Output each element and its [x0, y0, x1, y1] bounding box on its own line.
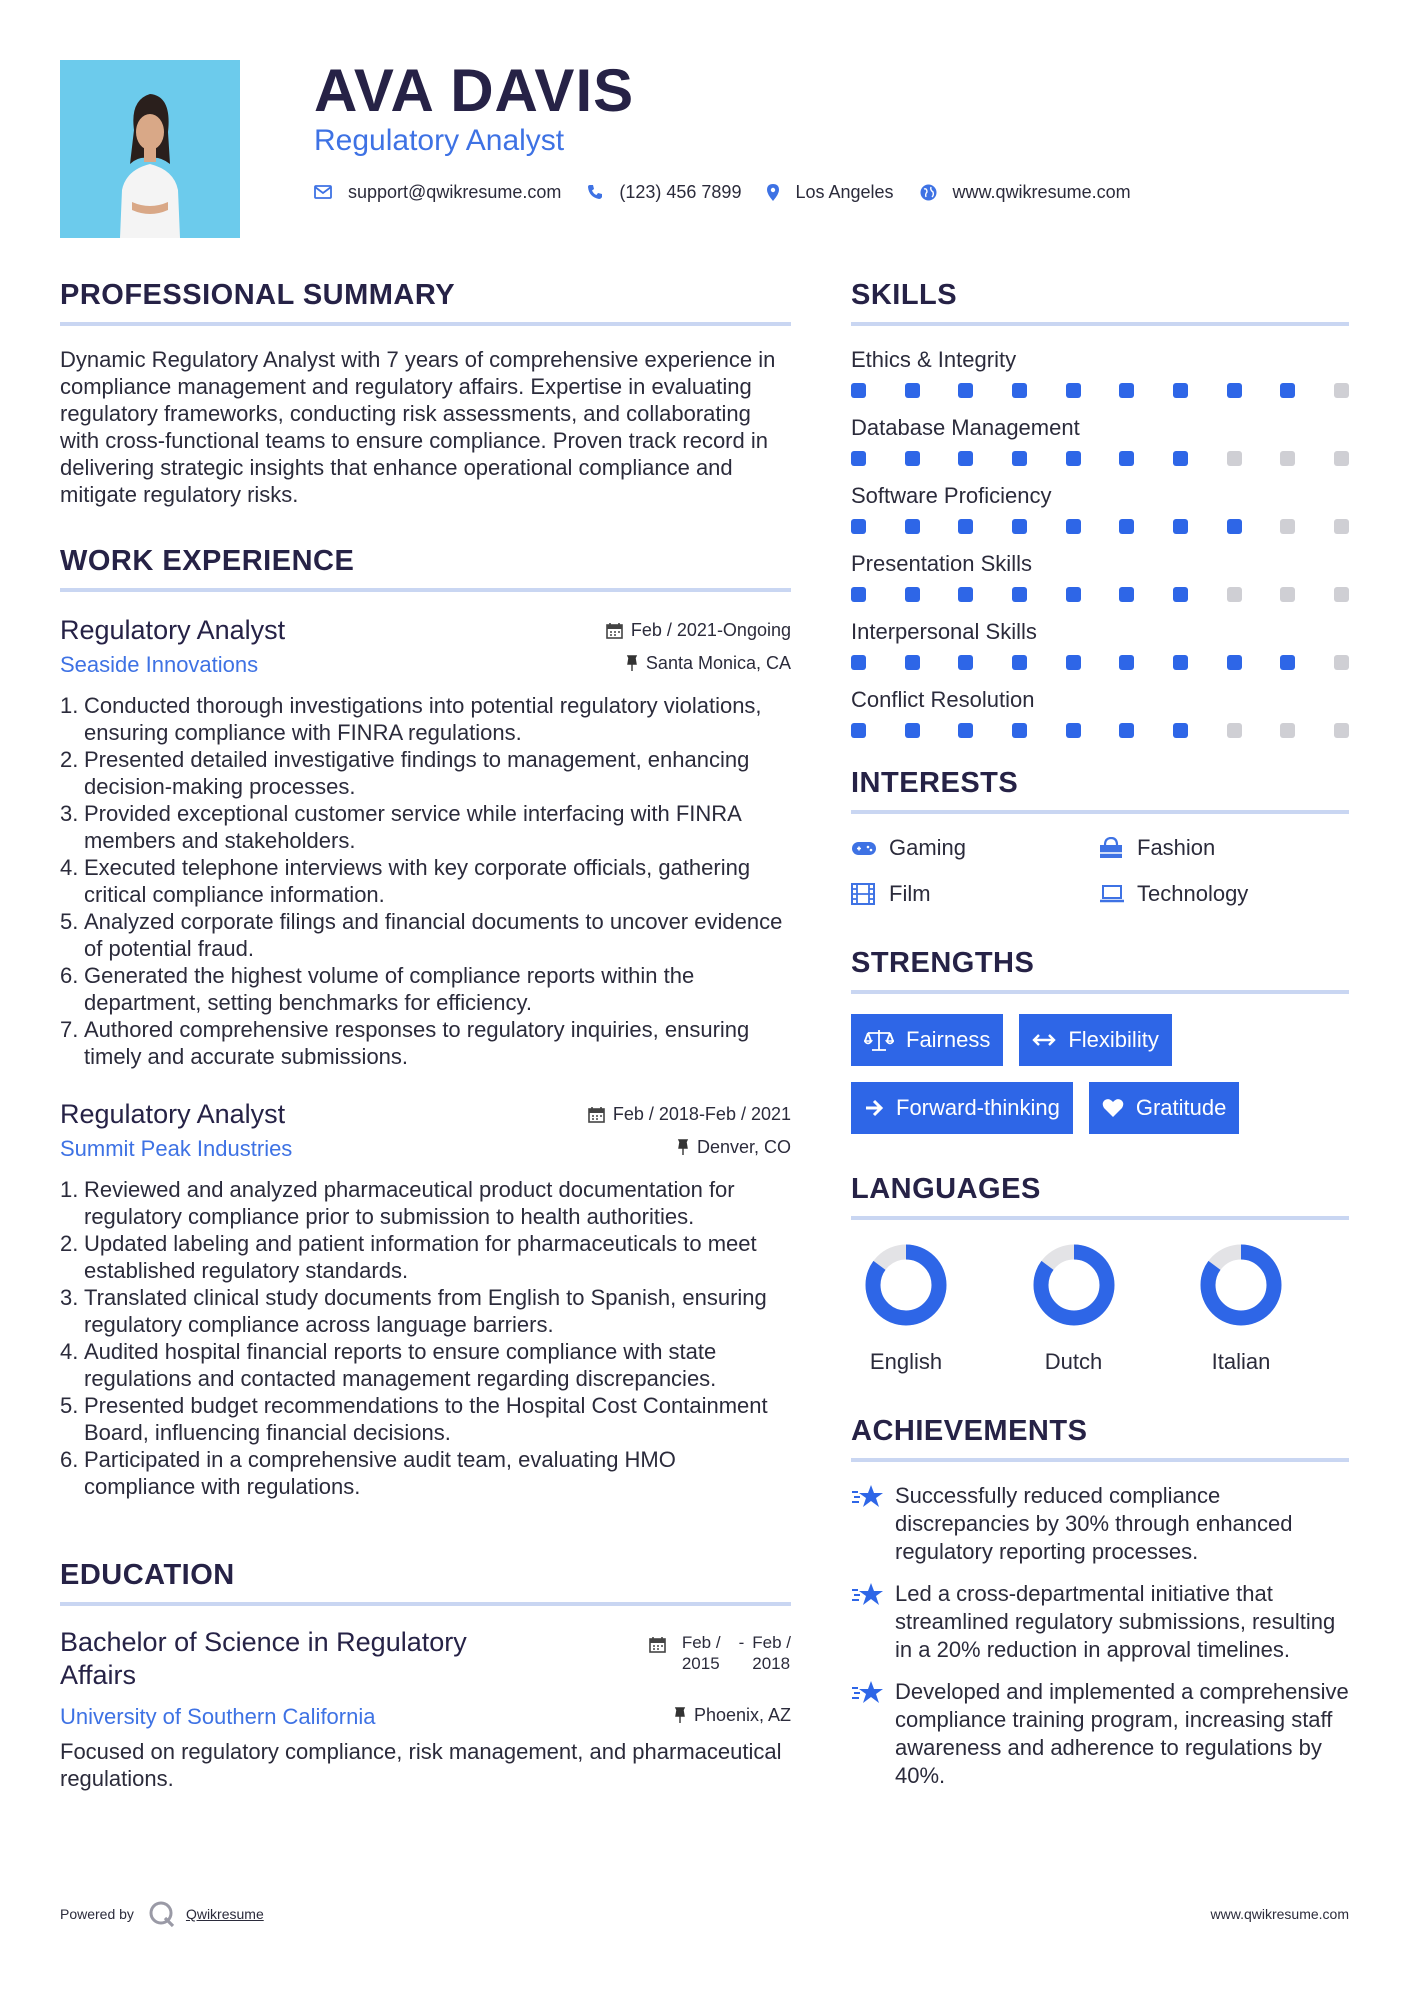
qwikresume-logo-icon	[148, 1900, 176, 1928]
skill-level-dot	[851, 519, 866, 534]
globe-icon	[920, 184, 937, 201]
contact-email[interactable]: support@qwikresume.com	[348, 181, 562, 202]
list-item: 1. Reviewed and analyzed pharmaceutical product documentation for regulatory compliance prior to submission to health authorities.	[60, 1177, 735, 1229]
language-name: English	[869, 1349, 943, 1374]
experience-heading: WORK EXPERIENCE	[60, 536, 791, 592]
skill-item	[851, 414, 1349, 466]
skill-level-dot	[1227, 587, 1242, 602]
footer-powered-by: Powered by Qwikresume	[60, 1900, 264, 1928]
skill-level-dot	[905, 723, 920, 738]
language-name: Dutch	[1044, 1349, 1103, 1374]
skill-level-dot	[1012, 519, 1027, 534]
interest-item: Gaming	[851, 834, 1099, 862]
skill-level-dot	[1334, 655, 1349, 670]
skill-level-dot	[905, 451, 920, 466]
strengths-list	[851, 1014, 1349, 1134]
skill-level-dot	[1066, 723, 1081, 738]
shopping-bag-icon	[1099, 837, 1127, 859]
skill-level-dot	[851, 723, 866, 738]
skill-level-dot	[851, 383, 866, 398]
skill-name: Software Proficiency	[851, 483, 1052, 508]
right-column	[851, 270, 1349, 1804]
skill-level-dot	[851, 655, 866, 670]
skill-level-dot	[905, 519, 920, 534]
star-icon	[851, 1580, 895, 1664]
interest-item: Film	[851, 880, 1099, 908]
list-item: 3. Translated clinical study documents from English to Spanish, ensuring regulatory compliance across language barriers.	[60, 1285, 767, 1337]
skill-level-dot	[1119, 451, 1134, 466]
pushpin-icon	[677, 1139, 689, 1156]
skill-level-dot	[1119, 519, 1134, 534]
skill-level-dot	[1119, 587, 1134, 602]
list-item: 5. Presented budget recommendations to the Hospital Cost Containment Board, influencing financial decisions.	[60, 1393, 768, 1445]
list-item: 6. Participated in a comprehensive audit team, evaluating HMO compliance with regulations.	[60, 1447, 676, 1499]
skill-level-dot	[1334, 723, 1349, 738]
language-name: Italian	[1211, 1349, 1271, 1374]
skill-item	[851, 618, 1349, 670]
languages-list	[851, 1240, 1296, 1376]
interest-item: Fashion	[1099, 834, 1349, 862]
skill-level-dot	[1334, 383, 1349, 398]
skill-level-dot	[1334, 519, 1349, 534]
candidate-title: Regulatory Analyst	[314, 124, 565, 157]
job-location: Denver, CO	[677, 1137, 791, 1158]
education-description: Focused on regulatory compliance, risk management, and pharmaceutical regulations.	[60, 1739, 782, 1791]
profile-photo	[60, 60, 240, 238]
language-item	[1019, 1240, 1129, 1376]
skill-level-dot	[851, 451, 866, 466]
skill-level-dot	[958, 451, 973, 466]
list-item: 7. Authored comprehensive responses to regulatory inquiries, ensuring timely and accurate submissions.	[60, 1017, 750, 1069]
skill-level-dot	[958, 383, 973, 398]
languages-heading: LANGUAGES	[851, 1164, 1349, 1220]
skill-level-dots	[851, 519, 1349, 534]
strength-badge: Fairness	[851, 1014, 1003, 1066]
summary-text: Dynamic Regulatory Analyst with 7 years of comprehensive experience in compliance management and regulatory affairs. Expertise in evaluating regulatory frameworks, conducting risk assessments, and collaborating with cross-functional teams to ensure compliance. Proven track record in delivering strategic insights that enhance operational compliance and mitigate regulatory risks.	[60, 347, 776, 507]
skill-level-dot	[1173, 587, 1188, 602]
interests-grid	[851, 834, 1349, 908]
skill-level-dot	[1280, 655, 1295, 670]
skill-level-dot	[1173, 451, 1188, 466]
strength-badge: Forward-thinking	[851, 1082, 1073, 1134]
list-item: 1. Conducted thorough investigations into potential regulatory violations, ensuring compliance with FINRA regulations.	[60, 693, 762, 745]
skill-level-dot	[1012, 655, 1027, 670]
skill-item	[851, 686, 1349, 738]
skill-level-dot	[1012, 383, 1027, 398]
skill-level-dot	[1227, 723, 1242, 738]
contact-bar	[314, 180, 1157, 204]
skill-level-dot	[905, 587, 920, 602]
skill-level-dot	[958, 519, 973, 534]
skill-level-dot	[1066, 519, 1081, 534]
skill-level-dot	[1012, 587, 1027, 602]
skill-level-dot	[1227, 519, 1242, 534]
language-item	[851, 1240, 961, 1376]
calendar-icon	[649, 1636, 666, 1653]
skill-level-dot	[1173, 655, 1188, 670]
achievement-item: Led a cross-departmental initiative that streamlined regulatory submissions, resulting in a 20% reduction in approval timelines.	[851, 1580, 1349, 1664]
skill-level-dot	[1280, 519, 1295, 534]
job-date: Feb / 2021-Ongoing	[606, 620, 791, 641]
strength-badge: Flexibility	[1019, 1014, 1171, 1066]
skill-level-dots	[851, 723, 1349, 738]
job-bullet-list	[60, 692, 791, 1070]
skill-level-dot	[1280, 451, 1295, 466]
skills-list	[851, 346, 1349, 738]
skill-level-dot	[958, 723, 973, 738]
calendar-icon	[606, 622, 623, 639]
laptop-icon	[1099, 885, 1127, 903]
heart-icon	[1102, 1098, 1124, 1118]
job-role: Regulatory Analyst	[60, 615, 286, 645]
skill-level-dot	[1066, 383, 1081, 398]
job-company: Summit Peak Industries	[60, 1136, 293, 1161]
list-item: 2. Presented detailed investigative findings to management, enhancing decision-making processes.	[60, 747, 750, 799]
skill-level-dot	[1334, 451, 1349, 466]
skill-level-dot	[851, 587, 866, 602]
skill-level-dot	[905, 383, 920, 398]
job-location: Santa Monica, CA	[626, 653, 791, 674]
phone-icon	[587, 184, 603, 200]
skill-level-dots	[851, 383, 1349, 398]
skill-item	[851, 550, 1349, 602]
job-company: Seaside Innovations	[60, 652, 259, 677]
strengths-heading: STRENGTHS	[851, 938, 1349, 994]
skill-level-dot	[1066, 655, 1081, 670]
candidate-name: AVA DAVIS	[314, 57, 635, 124]
skill-level-dot	[1066, 451, 1081, 466]
skill-level-dots	[851, 451, 1349, 466]
skill-level-dot	[1173, 383, 1188, 398]
gamepad-icon	[851, 839, 879, 857]
portrait-illustration	[60, 60, 240, 238]
star-icon	[851, 1678, 895, 1790]
skill-level-dot	[1334, 587, 1349, 602]
skill-level-dot	[1227, 451, 1242, 466]
education-degree: Bachelor of Science in Regulatory Affairs	[60, 1627, 467, 1690]
star-icon	[851, 1482, 895, 1566]
skill-name: Conflict Resolution	[851, 687, 1035, 712]
achievement-item: Developed and implemented a comprehensive compliance training program, increasing staff awareness and adherence to regulations by 40%.	[851, 1678, 1349, 1790]
skill-level-dot	[1227, 383, 1242, 398]
skill-level-dot	[1119, 383, 1134, 398]
job-entry	[60, 612, 791, 1070]
balance-scale-icon	[864, 1028, 894, 1052]
envelope-icon	[314, 185, 332, 199]
skill-level-dot	[1119, 655, 1134, 670]
calendar-icon	[588, 1106, 605, 1123]
education-dates: Feb / 2015 - Feb / 2018	[649, 1632, 791, 1674]
job-bullet-list	[60, 1176, 791, 1500]
language-proficiency-ring	[861, 1240, 951, 1330]
skill-item	[851, 482, 1349, 534]
job-role: Regulatory Analyst	[60, 1099, 286, 1129]
list-item: 5. Analyzed corporate filings and financial documents to uncover evidence of potential fraud.	[60, 909, 783, 961]
arrows-horizontal-icon	[1032, 1033, 1056, 1047]
skill-level-dots	[851, 655, 1349, 670]
skill-level-dot	[1066, 587, 1081, 602]
achievements-heading: ACHIEVEMENTS	[851, 1406, 1349, 1462]
summary-heading: PROFESSIONAL SUMMARY	[60, 270, 791, 326]
skill-level-dots	[851, 587, 1349, 602]
skill-level-dot	[1173, 519, 1188, 534]
footer-site[interactable]: www.qwikresume.com	[1210, 1906, 1349, 1922]
education-location: Phoenix, AZ	[674, 1705, 791, 1726]
left-column	[60, 270, 791, 1792]
film-icon	[851, 883, 879, 905]
language-proficiency-ring	[1029, 1240, 1119, 1330]
interest-item: Technology	[1099, 880, 1349, 908]
strength-badge: Gratitude	[1089, 1082, 1240, 1134]
skill-name: Database Management	[851, 415, 1080, 440]
contact-location: Los Angeles	[795, 181, 894, 202]
skill-level-dot	[1227, 655, 1242, 670]
skill-level-dot	[1280, 723, 1295, 738]
list-item: 4. Audited hospital financial reports to ensure compliance with state regulations and contacted management regarding discrepancies.	[60, 1339, 717, 1391]
skill-name: Ethics & Integrity	[851, 347, 1017, 372]
skill-item	[851, 346, 1349, 398]
skill-name: Interpersonal Skills	[851, 619, 1037, 644]
skill-level-dot	[1012, 451, 1027, 466]
pushpin-icon	[674, 1707, 686, 1724]
interests-heading: INTERESTS	[851, 758, 1349, 814]
skill-level-dot	[958, 655, 973, 670]
education-heading: EDUCATION	[60, 1550, 791, 1606]
list-item: 3. Provided exceptional customer service while interfacing with FINRA members and stakeholders.	[60, 801, 741, 853]
contact-phone[interactable]: (123) 456 7899	[619, 181, 742, 202]
language-item	[1186, 1240, 1296, 1376]
skill-level-dot	[1280, 587, 1295, 602]
achievement-item: Successfully reduced compliance discrepancies by 30% through enhanced regulatory reporting processes.	[851, 1482, 1349, 1566]
skills-heading: SKILLS	[851, 270, 1349, 326]
language-proficiency-ring	[1196, 1240, 1286, 1330]
map-marker-icon	[767, 184, 779, 201]
qwikresume-link[interactable]: Qwikresume	[185, 1906, 264, 1922]
list-item: 2. Updated labeling and patient information for pharmaceuticals to meet established regulatory standards.	[60, 1231, 757, 1283]
contact-website[interactable]: www.qwikresume.com	[952, 181, 1131, 202]
job-entry	[60, 1096, 791, 1500]
skill-name: Presentation Skills	[851, 551, 1032, 576]
list-item: 6. Generated the highest volume of compliance reports within the department, setting benchmarks for efficiency.	[60, 963, 695, 1015]
education-school: University of Southern California	[60, 1704, 376, 1729]
skill-level-dot	[1173, 723, 1188, 738]
skill-level-dot	[1280, 383, 1295, 398]
arrow-right-icon	[864, 1099, 884, 1117]
skill-level-dot	[958, 587, 973, 602]
skill-level-dot	[905, 655, 920, 670]
skill-level-dot	[1012, 723, 1027, 738]
job-date: Feb / 2018-Feb / 2021	[588, 1104, 791, 1125]
pushpin-icon	[626, 655, 638, 672]
list-item: 4. Executed telephone interviews with key corporate officials, gathering critical compliance information.	[60, 855, 751, 907]
skill-level-dot	[1119, 723, 1134, 738]
